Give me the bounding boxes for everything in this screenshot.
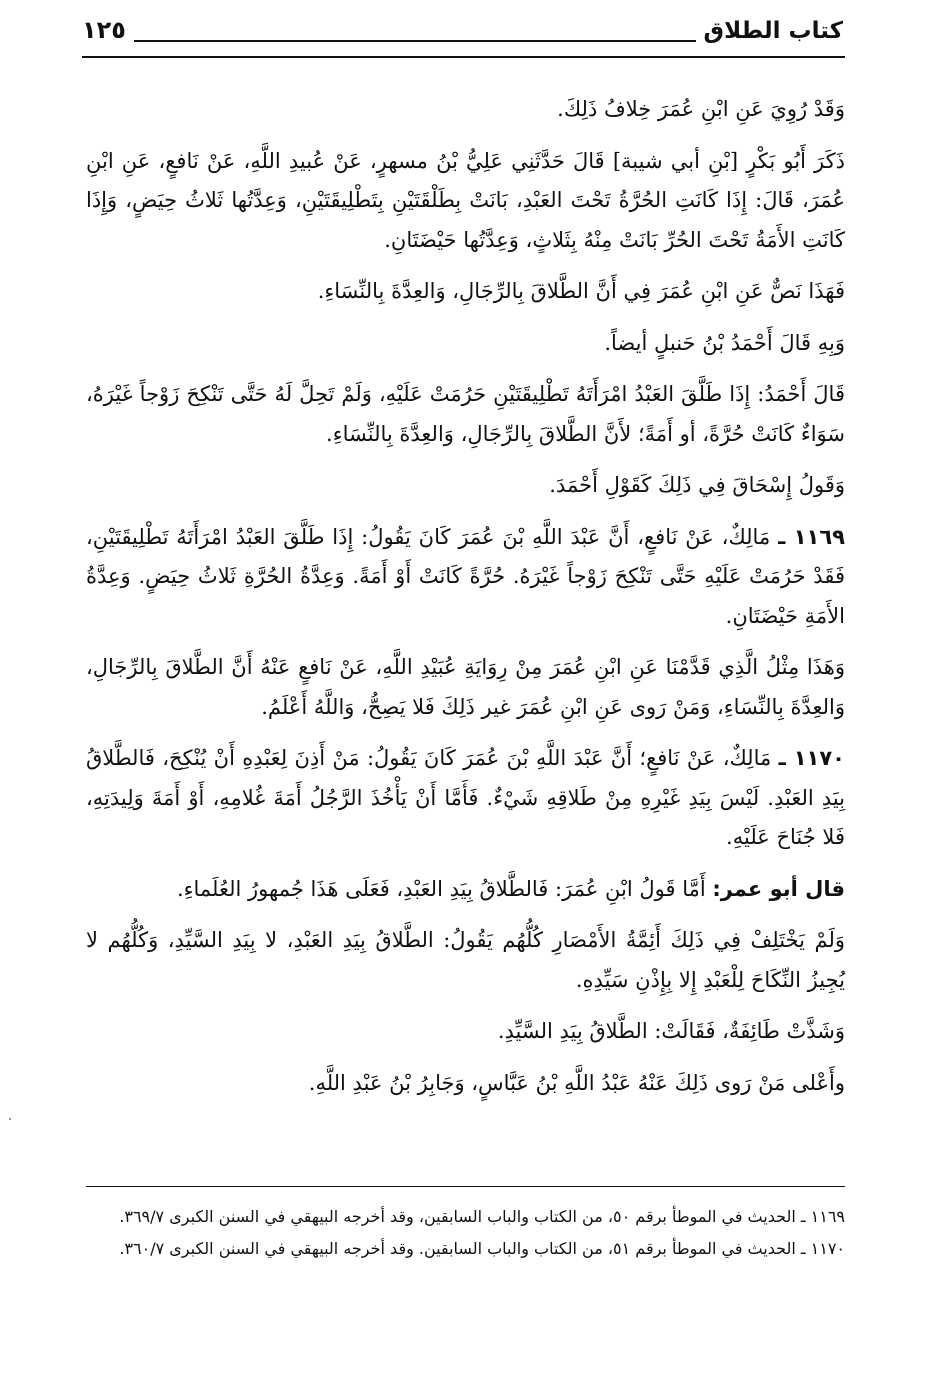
paragraph-text: فَهَذَا نَصٌّ عَنِ ابْنِ عُمَرَ فِي أَنَّ الطَّلاقَ بِالرِّجَالِ، وَالعِدَّةَ بِالنِّسَاءِ. (317, 279, 845, 303)
hadith-paragraph (86, 739, 845, 858)
paragraph-text: وَبِهِ قَالَ أَحْمَدُ بْنُ حَنبلٍ أيضاً. (604, 330, 845, 355)
scan-speck (9, 1118, 11, 1120)
hadith-number: ١١٧٠ ـ (778, 746, 845, 770)
paragraph (86, 466, 845, 506)
paragraph (86, 272, 845, 312)
paragraph (86, 921, 845, 1000)
speaker-label: قال أبو عمر: (712, 876, 845, 901)
paragraph (86, 90, 845, 130)
commentary-paragraph (86, 870, 845, 910)
main-text (86, 90, 845, 1115)
footnote: ١١٧٠ ـ الحديث في الموطأ برقم ٥١، من الكتاب والباب السابقين. وقد أخرجه البيهقي في السنن الكبرى ٣٦٠/٧. (119, 1239, 845, 1258)
paragraph (86, 648, 845, 727)
footnote: ١١٦٩ ـ الحديث في الموطأ برقم ٥٠، من الكتاب والباب السابقين، وقد أخرجه البيهقي في السنن الكبرى ٣٦٩/٧. (119, 1207, 845, 1226)
paragraph (86, 1012, 845, 1052)
footnotes (86, 1203, 845, 1267)
paragraph (86, 142, 845, 261)
paragraph-text: وَهَذَا مِثْلُ الَّذِي قَدَّمْنَا عَنِ ابْنِ عُمَرَ مِنْ رِوَايَةِ عُبَيْدِ اللَّهِ، عَنْ نَافعٍ عَنْهُ أَنَّ الطَّلاقَ بِالرِّجَالِ، وَالعِدَّةَ بِالنِّسَاءِ، وَمَنْ رَوى عَنِ ابْنِ عُمَرَ غير ذَلِكَ فَلا يَصِحُّ، وَاللَّهُ أَعْلَمُ. (86, 655, 845, 719)
paragraph-text: مَالِكٌ، عَنْ نَافعٍ، أَنَّ عَبْدَ اللَّهِ بْنَ عُمَرَ كَانَ يَقُولُ: إِذَا طَلَّقَ العَبْدُ امْرَأَتَهُ تَطْلِيقَتَيْنِ، فَقَدْ حَرُمَتْ عَلَيْهِ حَتَّى تَنْكِحَ زَوْجاً غَيْرَهُ. حُرَّةً كَانَتْ أَوْ أَمَةً. وَعِدَّةُ الحُرَّةِ ثَلاثُ حِيَضٍ. وَعِدَّةُ الأَمَةِ حَيْضَتَانِ. (86, 524, 845, 628)
header-underline (82, 56, 845, 58)
hadith-number: ١١٦٩ ـ (778, 524, 846, 549)
hadith-paragraph (86, 518, 845, 637)
page-number: ١٢٥ (82, 16, 134, 44)
running-header (82, 14, 843, 54)
paragraph-text: قَالَ أَحْمَدُ: إِذَا طَلَّقَ العَبْدُ امْرَأَتَهُ تَطْلِيقَتَيْنِ حَرُمَتْ عَلَيْهِ، وَلَمْ تَحِلَّ لَهُ حَتَّى تَنْكِحَ زَوْجاً غَيْرَهُ، سَوَاءٌ كَانَتْ حُرَّةً، أو أَمَةً؛ لأَنَّ الطَّلاقَ بِالرِّجَالِ، وَالعِدَّةَ بِالنِّسَاءِ. (86, 382, 845, 446)
paragraph-text: وَشَذَّتْ طَائِفَةٌ، فَقَالَتْ: الطَّلاقُ بِيَدِ السَّيِّدِ. (497, 1019, 845, 1043)
paragraph-text: ذَكَرَ أَبُو بَكْرٍ [بْنِ أبي شيبة] قَالَ حَدَّثَنِي عَلِيُّ بْنُ مسهرٍ، عَنْ عُبيدِ اللَّهِ، عَنْ نَافعٍ، عَنِ ابْنِ عُمَرَ، قَالَ: إِذَا كَانَتِ الحُرَّةُ تَحْتَ العَبْدِ، بَانَتْ بِطَلْقَتَيْنِ بِتَطْلِيقَتَيْنِ، وَعِدَّتُها ثَلاثُ حِيَضٍ، وَإِذَا كَانَتِ الأَمَةُ تَحْتَ الحُرِّ بَانَتْ مِنْهُ بِثَلاثٍ، وَعِدَّتُها حَيْضَتَانِ. (86, 148, 845, 252)
paragraph-text: مَالِكٌ، عَنْ نَافعٍ؛ أَنَّ عَبْدَ اللَّهِ بْنَ عُمَرَ كَانَ يَقُولُ: مَنْ أَذِنَ لِعَبْدِهِ أَنْ يُنْكِحَ، فَالطَّلاقُ بِيَدِ العَبْدِ. لَيْسَ بِيَدِ غَيْرِهِ مِنْ طَلاقِهِ شَيْءٌ. فَأَمَّا أَنْ يَأْخُذَ الرَّجُلُ أَمَةَ غُلامِهِ، أَوْ أَمَةَ وَلِيدَتِهِ، فَلا جُنَاحَ عَلَيْهِ. (86, 746, 845, 849)
footnote-separator (86, 1186, 845, 1187)
paragraph-text: وَقَدْ رُوِيَ عَنِ ابْنِ عُمَرَ خِلافُ ذَلِكَ. (557, 97, 845, 121)
paragraph (86, 1064, 845, 1104)
paragraph-text: أَمَّا قَولُ ابْنِ عُمَرَ: فَالطَّلاقُ بِيَدِ العَبْدِ، فَعَلَى هَذَا جُمهورُ العُلَماءِ. (176, 876, 706, 901)
paragraph-text: وأَعْلى مَنْ رَوى ذَلِكَ عَنْهُ عَبْدُ اللَّهِ بْنُ عَبَّاسٍ، وَجَابِرُ بْنُ عَبْدِ اللَّهِ. (308, 1070, 845, 1095)
chapter-title: كتاب الطلاق (696, 18, 843, 44)
paragraph (86, 375, 845, 454)
paragraph (86, 324, 845, 364)
paragraph-text: وَقَولُ إِسْحَاقَ فِي ذَلِكَ كَقَوْلِ أَحْمَدَ. (549, 473, 845, 497)
header-rule (127, 40, 703, 42)
paragraph-text: وَلَمْ يَخْتَلِفْ فِي ذَلِكَ أَئِمَّةُ الأَمْصَارِ كُلُّهُم يَقُولُ: الطَّلاقُ بِيَدِ العَبْدِ، لا بِيَدِ السَّيِّدِ، وَكُلُّهُم لا يُجِيزُ النِّكَاحَ لِلْعَبْدِ إِلا بِإِذْنِ سَيِّدِهِ. (86, 928, 845, 992)
